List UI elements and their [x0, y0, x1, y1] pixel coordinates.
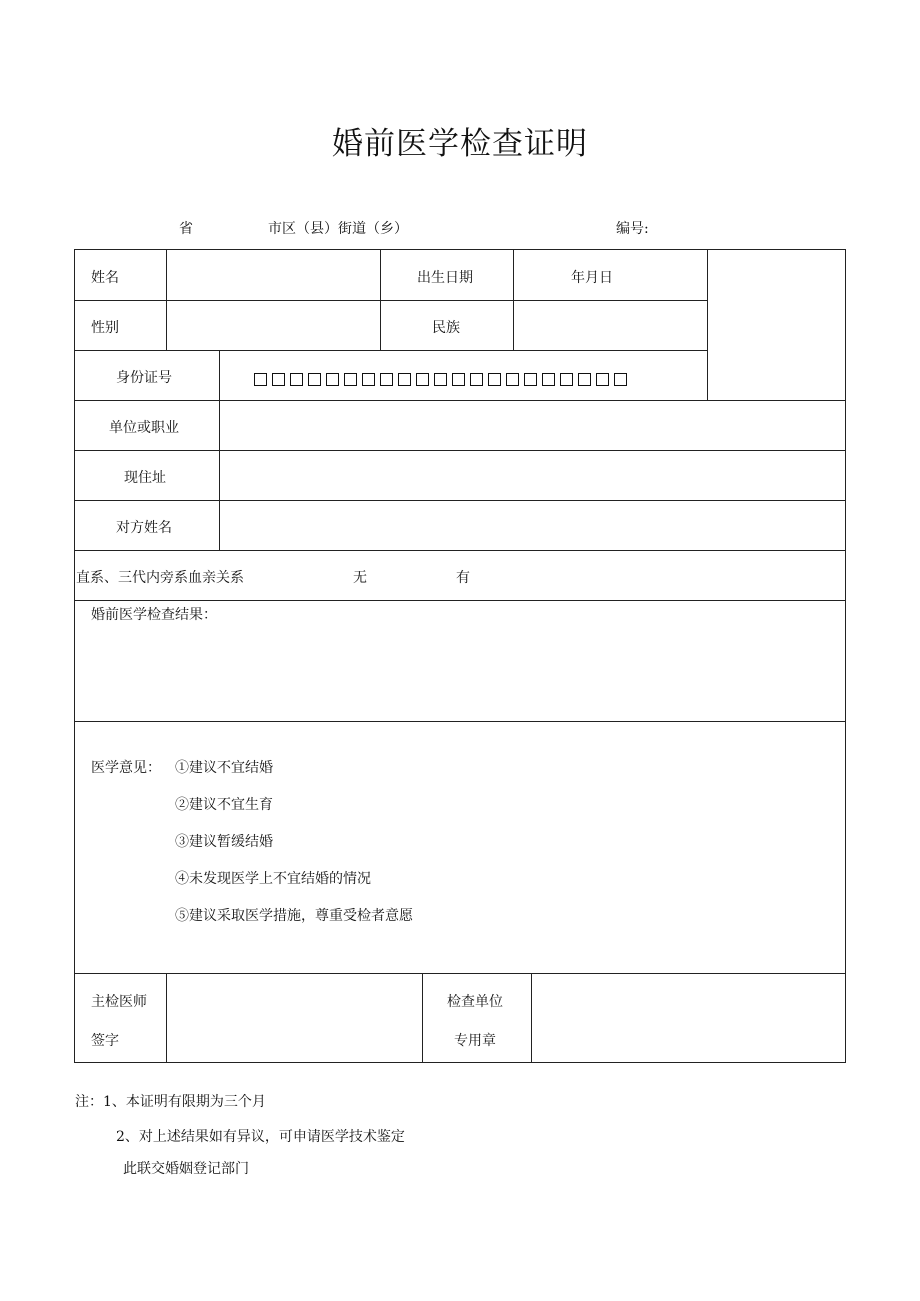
id-digit-box[interactable]	[272, 373, 285, 386]
id-number-boxes[interactable]	[254, 369, 632, 389]
gender-field[interactable]	[167, 301, 380, 350]
id-digit-box[interactable]	[542, 373, 555, 386]
exam-result-label: 婚前医学检查结果：	[91, 607, 217, 623]
opinion-option[interactable]: ⑤建议采取医学措施，尊重受检者意愿	[175, 908, 413, 924]
doctor-label: 主检医师	[91, 994, 147, 1010]
id-digit-box[interactable]	[398, 373, 411, 386]
note-item: 1、本证明有限期为三个月	[103, 1094, 266, 1110]
opinion-option[interactable]: ②建议不宜生育	[175, 797, 273, 813]
id-digit-box[interactable]	[326, 373, 339, 386]
kinship-yes-option[interactable]: 有	[456, 570, 470, 586]
id-digit-box[interactable]	[344, 373, 357, 386]
id-digit-box[interactable]	[452, 373, 465, 386]
photo-area	[708, 250, 845, 400]
partner-name-field[interactable]	[220, 501, 845, 550]
id-digit-box[interactable]	[470, 373, 483, 386]
id-digit-box[interactable]	[254, 373, 267, 386]
address-field[interactable]	[220, 451, 845, 500]
id-digit-box[interactable]	[560, 373, 573, 386]
city-label: 市区（县）街道（乡）	[268, 221, 408, 237]
page-title: 婚前医学检查证明	[332, 126, 588, 162]
birth-date-field[interactable]: 年月日	[571, 270, 613, 286]
medical-opinion-label: 医学意见：	[91, 760, 161, 776]
notes-line-1	[75, 1091, 266, 1111]
exam-result-field[interactable]	[75, 625, 845, 720]
doctor-signature-field[interactable]	[167, 974, 422, 1062]
seal-label: 专用章	[454, 1033, 496, 1049]
id-digit-box[interactable]	[308, 373, 321, 386]
province-label: 省	[179, 221, 193, 237]
opinion-option[interactable]: ③建议暂缓结婚	[175, 834, 273, 850]
serial-label: 编号:	[616, 221, 649, 237]
birth-date-label: 出生日期	[417, 270, 473, 286]
opinion-option[interactable]: ④未发现医学上不宜结婚的情况	[175, 871, 371, 887]
opinion-option[interactable]: ①建议不宜结婚	[175, 760, 273, 776]
signature-label: 签字	[91, 1033, 119, 1049]
kinship-no-option[interactable]: 无	[353, 570, 367, 586]
unit-seal-field[interactable]	[532, 974, 845, 1062]
name-field[interactable]	[167, 250, 380, 300]
id-digit-box[interactable]	[416, 373, 429, 386]
id-digit-box[interactable]	[614, 373, 627, 386]
name-label: 姓名	[91, 270, 119, 286]
id-digit-box[interactable]	[524, 373, 537, 386]
id-digit-box[interactable]	[434, 373, 447, 386]
id-digit-box[interactable]	[596, 373, 609, 386]
id-digit-box[interactable]	[362, 373, 375, 386]
id-number-label: 身份证号	[116, 370, 172, 386]
work-label: 单位或职业	[109, 420, 179, 436]
id-digit-box[interactable]	[380, 373, 393, 386]
id-digit-box[interactable]	[578, 373, 591, 386]
notes-prefix: 注：	[75, 1094, 103, 1110]
id-digit-box[interactable]	[506, 373, 519, 386]
work-field[interactable]	[220, 401, 845, 450]
exam-unit-label: 检查单位	[447, 994, 503, 1010]
address-label: 现住址	[124, 470, 166, 486]
id-digit-box[interactable]	[488, 373, 501, 386]
ethnicity-label: 民族	[432, 320, 460, 336]
id-digit-box[interactable]	[290, 373, 303, 386]
ethnicity-field[interactable]	[514, 301, 707, 350]
kinship-label: 直系、三代内旁系血亲关系	[76, 570, 244, 586]
partner-name-label: 对方姓名	[116, 520, 172, 536]
note-item: 2、对上述结果如有异议，可申请医学技术鉴定	[116, 1129, 405, 1145]
note-item: 此联交婚姻登记部门	[123, 1161, 249, 1177]
gender-label: 性别	[91, 320, 119, 336]
